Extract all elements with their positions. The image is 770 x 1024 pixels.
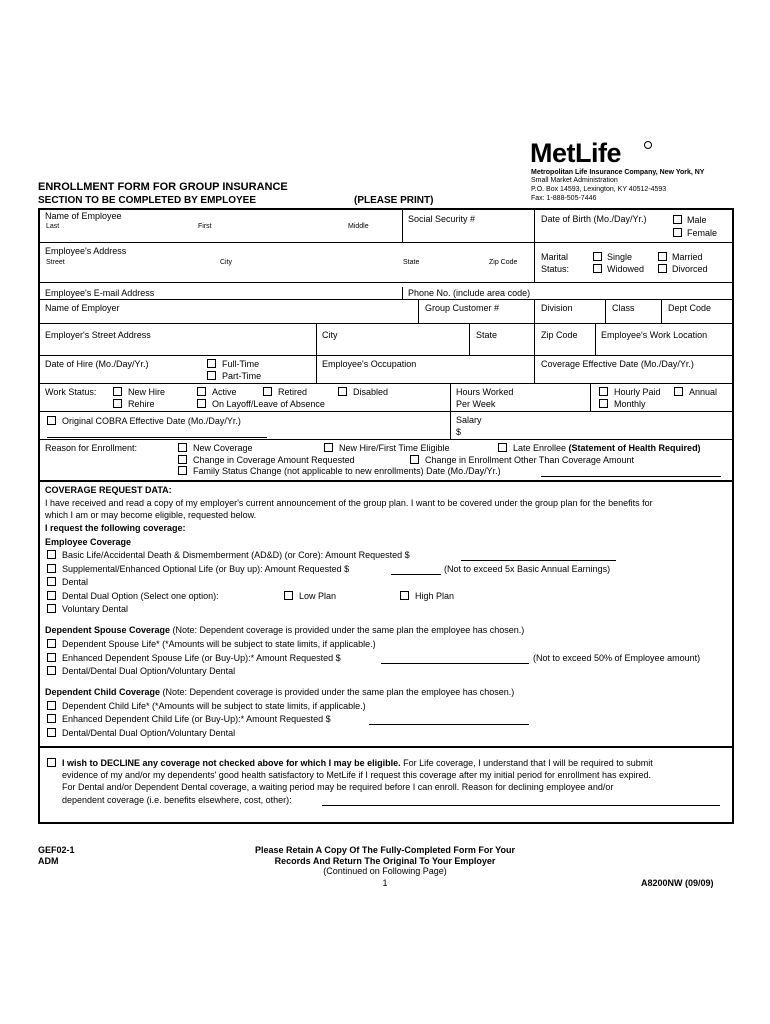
ssn-label: Social Security # bbox=[408, 214, 476, 224]
dob-label: Date of Birth (Mo./Day/Yr.) bbox=[541, 214, 647, 224]
form-code-1: GEF02-1 bbox=[38, 845, 75, 855]
retired-label: Retired bbox=[278, 387, 308, 397]
spouse-dental-label: Dental/Dental Dual Option/Voluntary Dental bbox=[62, 666, 236, 676]
new-hire-eligible-label: New Hire/First Time Eligible bbox=[339, 443, 450, 453]
employee-coverage-heading: Employee Coverage bbox=[45, 537, 132, 547]
spouse-life-checkbox[interactable] bbox=[47, 639, 56, 648]
new-hire-eligible-checkbox[interactable] bbox=[324, 443, 333, 452]
reason-label: Reason for Enrollment: bbox=[45, 443, 138, 453]
dental-dual-label: Dental Dual Option (Select one option): bbox=[62, 591, 219, 601]
high-plan-label: High Plan bbox=[415, 591, 455, 601]
employer-city-label: City bbox=[322, 330, 338, 340]
section-title: SECTION TO BE COMPLETED BY EMPLOYEE bbox=[38, 195, 256, 206]
spouse-dental-checkbox[interactable] bbox=[47, 666, 56, 675]
spouse-limit-note: (Not to exceed 50% of Employee amount) bbox=[533, 653, 701, 663]
middle-label: Middle bbox=[348, 223, 369, 230]
widowed-label: Widowed bbox=[607, 264, 645, 274]
rehire-checkbox[interactable] bbox=[113, 399, 122, 408]
female-checkbox[interactable] bbox=[673, 228, 682, 237]
supp-life-checkbox[interactable] bbox=[47, 564, 56, 573]
female-label: Female bbox=[687, 228, 718, 238]
employer-state-label: State bbox=[476, 330, 498, 340]
layoff-label: On Layoff/Leave of Absence bbox=[212, 399, 325, 409]
active-label: Active bbox=[212, 387, 237, 397]
retain-line-2: Records And Return The Original To Your Employer bbox=[274, 856, 496, 866]
monthly-checkbox[interactable] bbox=[599, 399, 608, 408]
phone-label: Phone No. (include area code) bbox=[408, 288, 531, 298]
child-heading: Dependent Child Coverage (Note: Dependent coverage is provided under the same plan the employee has chosen.) bbox=[45, 687, 515, 697]
work-status-label: Work Status: bbox=[45, 387, 97, 397]
form-title: ENROLLMENT FORM FOR GROUP INSURANCE bbox=[38, 181, 288, 193]
last-label: Last bbox=[46, 223, 60, 230]
male-checkbox[interactable] bbox=[673, 215, 682, 224]
city-label: City bbox=[220, 259, 233, 266]
male-label: Male bbox=[687, 215, 707, 225]
first-label: First bbox=[198, 223, 212, 230]
spouse-enhanced-checkbox[interactable] bbox=[47, 653, 56, 662]
supp-life-note: (Not to exceed 5x Basic Annual Earnings) bbox=[444, 564, 611, 574]
change-other-label: Change in Enrollment Other Than Coverage Amount bbox=[425, 455, 634, 465]
company-address: P.O. Box 14593, Lexington, KY 40512-4593 bbox=[531, 186, 667, 193]
zip-label: Zip Code bbox=[489, 259, 518, 266]
child-enhanced-checkbox[interactable] bbox=[47, 714, 56, 723]
hire-date-label: Date of Hire (Mo./Day/Yr.) bbox=[45, 359, 149, 369]
salary-dollar: $ bbox=[456, 427, 462, 437]
late-enrollee-checkbox[interactable] bbox=[498, 443, 507, 452]
voluntary-dental-checkbox[interactable] bbox=[47, 604, 56, 613]
name-label: Name of Employee bbox=[45, 211, 122, 221]
coverage-heading: COVERAGE REQUEST DATA: bbox=[45, 485, 172, 495]
retired-checkbox[interactable] bbox=[263, 387, 272, 396]
part-time-checkbox[interactable] bbox=[207, 371, 216, 380]
rehire-label: Rehire bbox=[128, 399, 155, 409]
dental-label: Dental bbox=[62, 577, 89, 587]
late-enrollee-label: Late Enrollee (Statement of Health Required) bbox=[513, 443, 701, 453]
high-plan-checkbox[interactable] bbox=[400, 591, 409, 600]
full-time-checkbox[interactable] bbox=[207, 359, 216, 368]
division-label: Division bbox=[541, 303, 573, 313]
continued-note: (Continued on Following Page) bbox=[323, 866, 447, 876]
voluntary-dental-label: Voluntary Dental bbox=[62, 604, 129, 614]
single-checkbox[interactable] bbox=[593, 252, 602, 261]
per-week-label: Per Week bbox=[456, 399, 496, 409]
monthly-label: Monthly bbox=[614, 399, 646, 409]
married-label: Married bbox=[672, 252, 703, 262]
salary-label: Salary bbox=[456, 415, 482, 425]
supp-life-label: Supplemental/Enhanced Optional Life (or Buy up): Amount Requested $ bbox=[62, 564, 350, 574]
decline-line-3: For Dental and/or Dependent Dental coverage, a waiting period may be required before I can enroll. Reason for declining employee and/or bbox=[62, 782, 614, 792]
child-life-label: Dependent Child Life* (*Amounts will be subject to state limits, if applicable.) bbox=[62, 701, 366, 711]
email-label: Employee's E-mail Address bbox=[45, 288, 155, 298]
occupation-label: Employee's Occupation bbox=[322, 359, 417, 369]
single-label: Single bbox=[607, 252, 633, 262]
divorced-label: Divorced bbox=[672, 264, 708, 274]
change-amount-checkbox[interactable] bbox=[178, 455, 187, 464]
family-change-label: Family Status Change (not applicable to new enrollments) Date (Mo./Day/Yr.) bbox=[193, 466, 501, 476]
company-name: Metropolitan Life Insurance Company, New York, NY bbox=[531, 169, 705, 176]
hourly-checkbox[interactable] bbox=[599, 387, 608, 396]
spouse-heading: Dependent Spouse Coverage (Note: Dependent coverage is provided under the same plan the employee has chosen.) bbox=[45, 625, 525, 635]
page-number: 1 bbox=[382, 878, 388, 888]
decline-line-2: evidence of my and/or my dependents' good health satisfactory to MetLife if I request this coverage after my initial period for enrollment has expired. bbox=[62, 770, 652, 780]
disabled-checkbox[interactable] bbox=[338, 387, 347, 396]
employer-street-label: Employer's Street Address bbox=[45, 330, 151, 340]
child-dental-checkbox[interactable] bbox=[47, 728, 56, 737]
new-coverage-checkbox[interactable] bbox=[178, 443, 187, 452]
new-hire-checkbox[interactable] bbox=[113, 387, 122, 396]
new-hire-label: New Hire bbox=[128, 387, 166, 397]
basic-life-checkbox[interactable] bbox=[47, 550, 56, 559]
divorced-checkbox[interactable] bbox=[658, 264, 667, 273]
work-location-label: Employee's Work Location bbox=[601, 330, 708, 340]
change-other-checkbox[interactable] bbox=[410, 455, 419, 464]
decline-checkbox[interactable] bbox=[47, 758, 56, 767]
spouse-life-label: Dependent Spouse Life* (*Amounts will be subject to state limits, if applicable.) bbox=[62, 639, 376, 649]
dept-code-label: Dept Code bbox=[668, 303, 712, 313]
family-change-checkbox[interactable] bbox=[178, 466, 187, 475]
retain-line-1: Please Retain A Copy Of The Fully-Completed Form For Your bbox=[254, 845, 516, 855]
hours-label: Hours Worked bbox=[456, 387, 514, 397]
married-checkbox[interactable] bbox=[658, 252, 667, 261]
class-label: Class bbox=[612, 303, 635, 313]
employer-zip-label: Zip Code bbox=[541, 330, 578, 340]
please-print: (PLEASE PRINT) bbox=[354, 195, 434, 206]
full-time-label: Full-Time bbox=[222, 359, 260, 369]
dental-checkbox[interactable] bbox=[47, 577, 56, 586]
decline-line-4: dependent coverage (i.e. benefits elsewhere, cost, other): bbox=[62, 795, 292, 805]
annual-label: Annual bbox=[689, 387, 718, 397]
new-coverage-label: New Coverage bbox=[193, 443, 253, 453]
company-fax: Fax: 1-888-505-7446 bbox=[531, 195, 597, 202]
coverage-date-label: Coverage Effective Date (Mo./Day/Yr.) bbox=[541, 359, 694, 369]
decline-line-1: I wish to DECLINE any coverage not checked above for which I may be eligible. For Life coverage, I understand that I will be required to submit bbox=[62, 758, 653, 768]
basic-life-label: Basic Life/Accidental Death & Dismemberment (AD&D) (or Core): Amount Requested $ bbox=[62, 550, 410, 560]
child-dental-label: Dental/Dental Dual Option/Voluntary Dental bbox=[62, 728, 236, 738]
employer-name-label: Name of Employer bbox=[45, 303, 120, 313]
child-enhanced-label: Enhanced Dependent Child Life (or Buy-Up):* Amount Requested $ bbox=[62, 714, 331, 724]
dental-dual-checkbox[interactable] bbox=[47, 591, 56, 600]
low-plan-label: Low Plan bbox=[299, 591, 337, 601]
cobra-checkbox[interactable] bbox=[47, 416, 56, 425]
marital-label: Marital bbox=[541, 252, 569, 262]
disabled-label: Disabled bbox=[353, 387, 389, 397]
cobra-label: Original COBRA Effective Date (Mo./Day/Yr.) bbox=[62, 416, 241, 426]
annual-checkbox[interactable] bbox=[674, 387, 683, 396]
hourly-label: Hourly Paid bbox=[614, 387, 661, 397]
low-plan-checkbox[interactable] bbox=[284, 591, 293, 600]
coverage-intro-1: I have received and read a copy of my employer's current announcement of the group plan. I want to be covered under the group plan for the benefits for bbox=[45, 498, 653, 508]
part-time-label: Part-Time bbox=[222, 371, 262, 381]
status-label: Status: bbox=[541, 264, 570, 274]
form-number: A8200NW (09/09) bbox=[641, 878, 714, 888]
group-customer-label: Group Customer # bbox=[425, 303, 500, 313]
child-life-checkbox[interactable] bbox=[47, 701, 56, 710]
change-amount-label: Change in Coverage Amount Requested bbox=[193, 455, 355, 465]
address-label: Employee's Address bbox=[45, 246, 127, 256]
active-checkbox[interactable] bbox=[197, 387, 206, 396]
form-code-2: ADM bbox=[38, 856, 59, 866]
layoff-checkbox[interactable] bbox=[197, 399, 206, 408]
state-label: State bbox=[403, 259, 420, 266]
company-dept: Small Market Administration bbox=[531, 177, 618, 184]
metlife-logo: MetLife bbox=[530, 138, 621, 168]
street-label: Street bbox=[46, 259, 65, 266]
coverage-intro-2: which I am or may become eligible, requested below. bbox=[45, 510, 257, 520]
spouse-enhanced-label: Enhanced Dependent Spouse Life (or Buy-Up):* Amount Requested $ bbox=[62, 653, 341, 663]
logo-mark-icon bbox=[644, 141, 652, 149]
request-label: I request the following coverage: bbox=[45, 523, 186, 533]
widowed-checkbox[interactable] bbox=[593, 264, 602, 273]
